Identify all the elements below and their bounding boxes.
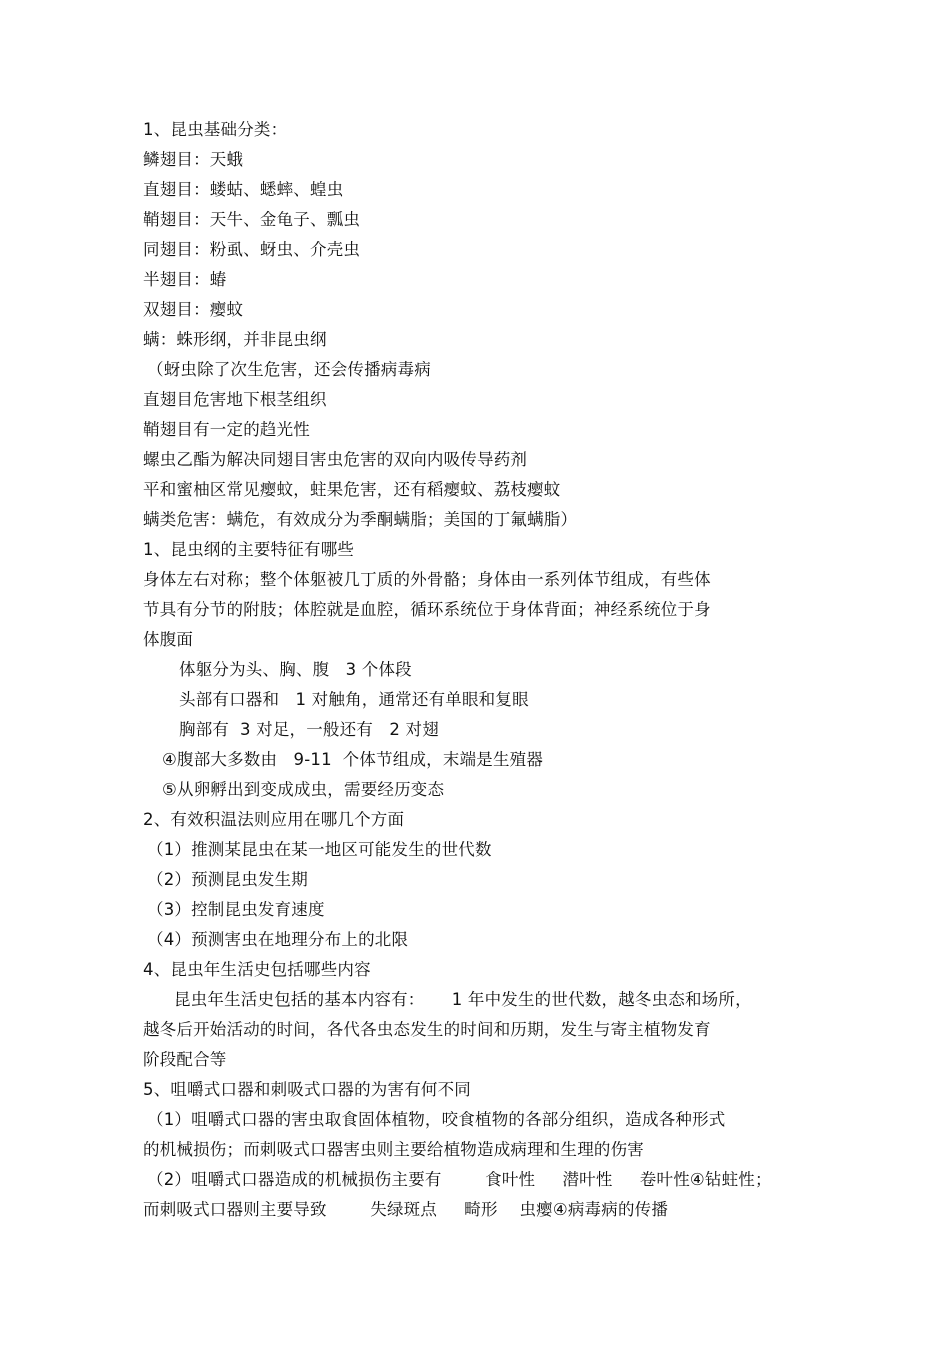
text-line: 螨类危害：螨危，有效成分为季酮螨脂；美国的丁氟螨脂）	[143, 510, 578, 529]
section-heading: 4、昆虫年生活史包括哪些内容	[143, 960, 371, 979]
text-line: 平和蜜柚区常见瘿蚊，蛀果危害，还有稻瘿蚊、荔枝瘿蚊	[143, 480, 561, 499]
list-item: 体躯分为头、胸、腹 3 个体段	[179, 660, 412, 679]
list-item: （1）咀嚼式口器的害虫取食固体植物，咬食植物的各部分组织，造成各种形式	[147, 1110, 726, 1129]
list-item: （2）预测昆虫发生期	[147, 870, 308, 889]
list-item: （1）推测某昆虫在某一地区可能发生的世代数	[147, 840, 492, 859]
list-item: ④腹部大多数由 9-11 个体节组成，末端是生殖器	[162, 750, 544, 769]
text-line: 昆虫年生活史包括的基本内容有： 1 年中发生的世代数，越冬虫态和场所，	[174, 990, 752, 1009]
list-item: （4）预测害虫在地理分布上的北限	[147, 930, 409, 949]
list-item: （2）咀嚼式口器造成的机械损伤主要有 食叶性 潜叶性 卷叶性④钻蛀性；	[147, 1170, 772, 1189]
list-item: 头部有口器和 1 对触角，通常还有单眼和复眼	[179, 690, 529, 709]
text-line: 双翅目：瘿蚊	[143, 300, 244, 319]
document-body	[143, 115, 803, 1225]
text-line: 体腹面	[143, 630, 194, 649]
text-line: 的机械损伤；而刺吸式口器害虫则主要给植物造成病理和生理的伤害	[143, 1140, 644, 1159]
text-line: 直翅目：蝼蛄、蟋蟀、蝗虫	[143, 180, 344, 199]
text-line: 螨：蛛形纲，并非昆虫纲	[143, 330, 327, 349]
text-line: 阶段配合等	[143, 1050, 227, 1069]
section-heading: 1、昆虫基础分类：	[143, 120, 288, 139]
list-item: （3）控制昆虫发育速度	[147, 900, 325, 919]
text-line: 同翅目：粉虱、蚜虫、介壳虫	[143, 240, 361, 259]
text-line: 鞘翅目：天牛、金龟子、瓢虫	[143, 210, 361, 229]
list-item: 胸部有 3 对足，一般还有 2 对翅	[179, 720, 439, 739]
text-line: 而刺吸式口器则主要导致 失绿斑点 畸形 虫瘿④病毒病的传播	[143, 1200, 669, 1219]
text-line: 螺虫乙酯为解决同翅目害虫危害的双向内吸传导药剂	[143, 450, 528, 469]
text-line: 鳞翅目：天蛾	[143, 150, 244, 169]
text-line: 半翅目：蝽	[143, 270, 227, 289]
text-line: 越冬后开始活动的时间，各代各虫态发生的时间和历期，发生与寄主植物发育	[143, 1020, 711, 1039]
section-heading: 2、有效积温法则应用在哪几个方面	[143, 810, 405, 829]
text-line: 节具有分节的附肢；体腔就是血腔，循环系统位于身体背面；神经系统位于身	[143, 600, 711, 619]
section-heading: 5、咀嚼式口器和刺吸式口器的为害有何不同	[143, 1080, 471, 1099]
text-line: 直翅目危害地下根茎组织	[143, 390, 327, 409]
text-line: （蚜虫除了次生危害，还会传播病毒病	[147, 360, 431, 379]
text-line: 身体左右对称；整个体躯被几丁质的外骨骼；身体由一系列体节组成，有些体	[143, 570, 711, 589]
section-heading: 1、昆虫纲的主要特征有哪些	[143, 540, 355, 559]
text-line: 鞘翅目有一定的趋光性	[143, 420, 310, 439]
list-item: ⑤从卵孵出到变成成虫，需要经历变态	[162, 780, 445, 799]
